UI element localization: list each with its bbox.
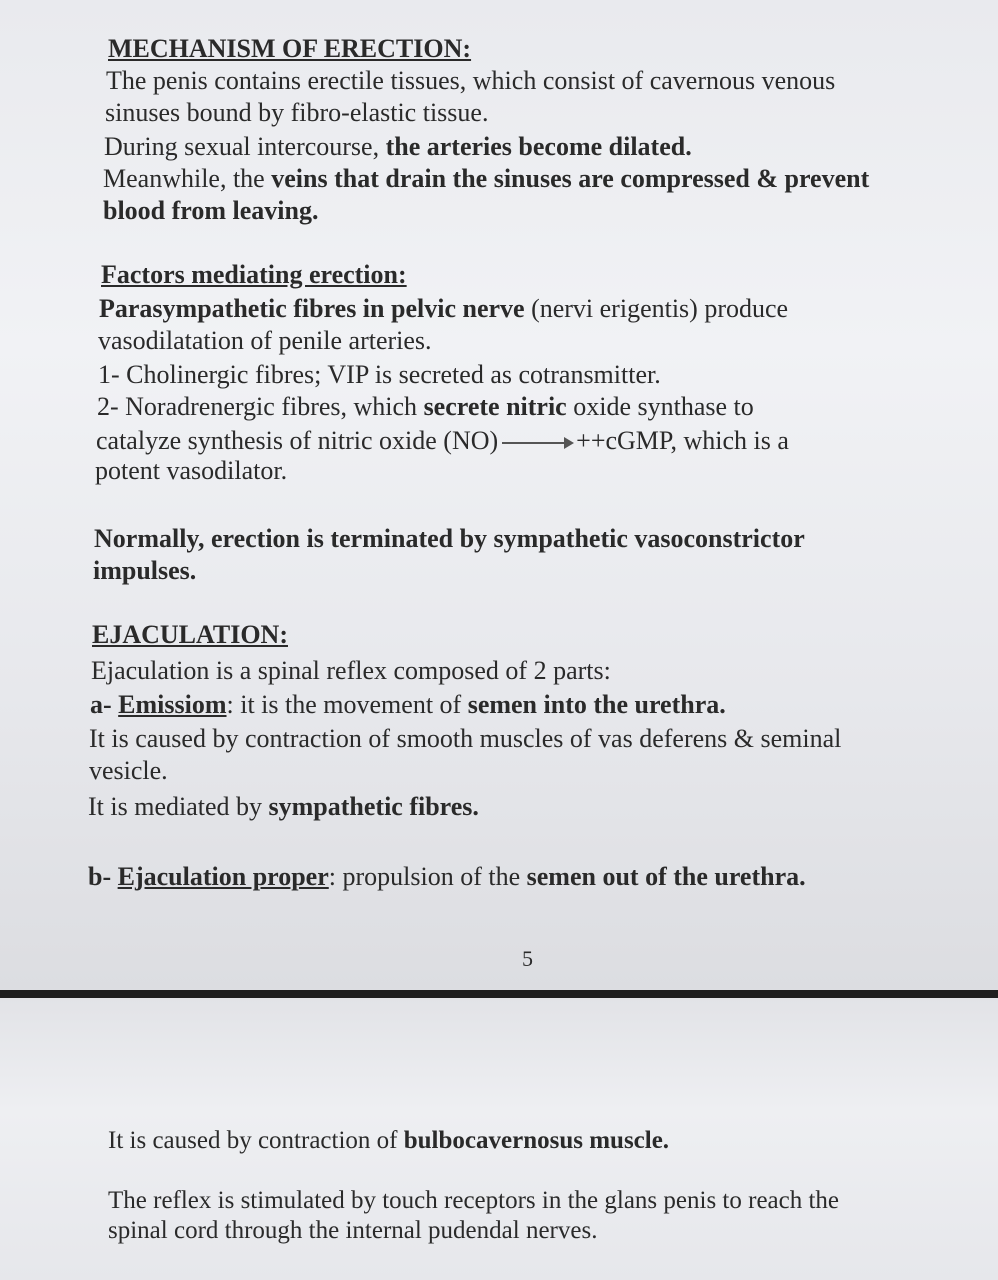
page2-line-2: The reflex is stimulated by touch receptors in the glans penis to reach the	[108, 1187, 840, 1214]
termination-line-1: Normally, erection is terminated by sympathetic vasoconstrictor	[94, 524, 805, 553]
ejaculation-line-5	[88, 792, 479, 822]
factors-line-1-text: (nervi erigentis) produce	[531, 294, 789, 323]
ejaculation-line-4: vesicle.	[89, 756, 168, 785]
mechanism-line-5: blood from leaving.	[103, 196, 319, 225]
factors-line-5	[96, 426, 789, 456]
factors-line-1	[99, 294, 788, 324]
factors-line-4-text-a: 2- Noradrenergic fibres, which	[97, 392, 424, 421]
ejaculation-line-5-bold: sympathetic fibres.	[268, 792, 479, 821]
ejaculation-line-1: Ejaculation is a spinal reflex composed of 2 parts:	[91, 656, 611, 685]
factors-line-4-bold: secrete nitric	[423, 392, 567, 421]
factors-line-4	[97, 392, 754, 422]
page2-line-3: spinal cord through the internal pudendal nerves.	[108, 1217, 598, 1244]
mechanism-line-3	[104, 132, 692, 162]
ejaculation-line-6-term: Ejaculation proper	[117, 862, 329, 891]
mechanism-line-4	[103, 164, 869, 194]
ejaculation-heading: EJACULATION:	[92, 620, 288, 649]
ejaculation-line-5-text: It is mediated by	[88, 792, 269, 821]
ejaculation-line-6-bold: semen out of the urethra.	[526, 862, 806, 891]
termination-line-2: impulses.	[93, 556, 197, 585]
factors-line-3: 1- Cholinergic fibres; VIP is secreted as cotransmitter.	[98, 360, 661, 389]
mechanism-line-4-text: Meanwhile, the	[103, 164, 272, 193]
mechanism-line-3-bold: the arteries become dilated.	[385, 132, 692, 161]
right-arrow-icon	[502, 442, 572, 444]
factors-line-5-text: catalyze synthesis of nitric oxide (NO)	[96, 426, 499, 455]
mechanism-line-4-bold: veins that drain the sinuses are compressed & prevent	[271, 164, 870, 193]
ejaculation-line-6	[88, 862, 806, 892]
mechanism-line-2: sinuses bound by fibro-elastic tissue.	[105, 98, 489, 127]
mechanism-line-1: The penis contains erectile tissues, which consist of cavernous venous	[106, 66, 836, 95]
ejaculation-line-3: It is caused by contraction of smooth muscles of vas deferens & seminal	[89, 724, 842, 753]
factors-line-2: vasodilatation of penile arteries.	[98, 326, 432, 355]
factors-line-6: potent vasodilator.	[95, 456, 288, 485]
document-page-bottom	[0, 998, 998, 1280]
ejaculation-line-2	[90, 690, 726, 720]
factors-heading: Factors mediating erection:	[101, 260, 407, 289]
mechanism-line-3-text: During sexual intercourse,	[104, 132, 386, 161]
page-number: 5	[522, 946, 533, 971]
factors-line-4-text-c: oxide synthase to	[566, 392, 754, 421]
ejaculation-line-2-text: : it is the movement of	[226, 690, 468, 719]
ejaculation-line-2-prefix: a-	[90, 690, 119, 719]
ejaculation-line-2-bold: semen into the urethra.	[467, 690, 726, 719]
factors-line-5-result: ++cGMP, which is a	[576, 426, 789, 455]
mechanism-heading: MECHANISM OF ERECTION:	[108, 34, 472, 63]
page2-line-1-text: It is caused by contraction of	[108, 1127, 404, 1154]
page2-line-1	[108, 1126, 669, 1156]
ejaculation-line-6-text: : propulsion of the	[328, 862, 527, 891]
ejaculation-line-6-prefix: b-	[88, 862, 118, 891]
page2-line-1-bold: bulbocavernosus muscle.	[403, 1127, 670, 1154]
ejaculation-line-2-term: Emissiom	[118, 690, 227, 719]
factors-line-1-bold: Parasympathetic fibres in pelvic nerve	[99, 294, 532, 323]
